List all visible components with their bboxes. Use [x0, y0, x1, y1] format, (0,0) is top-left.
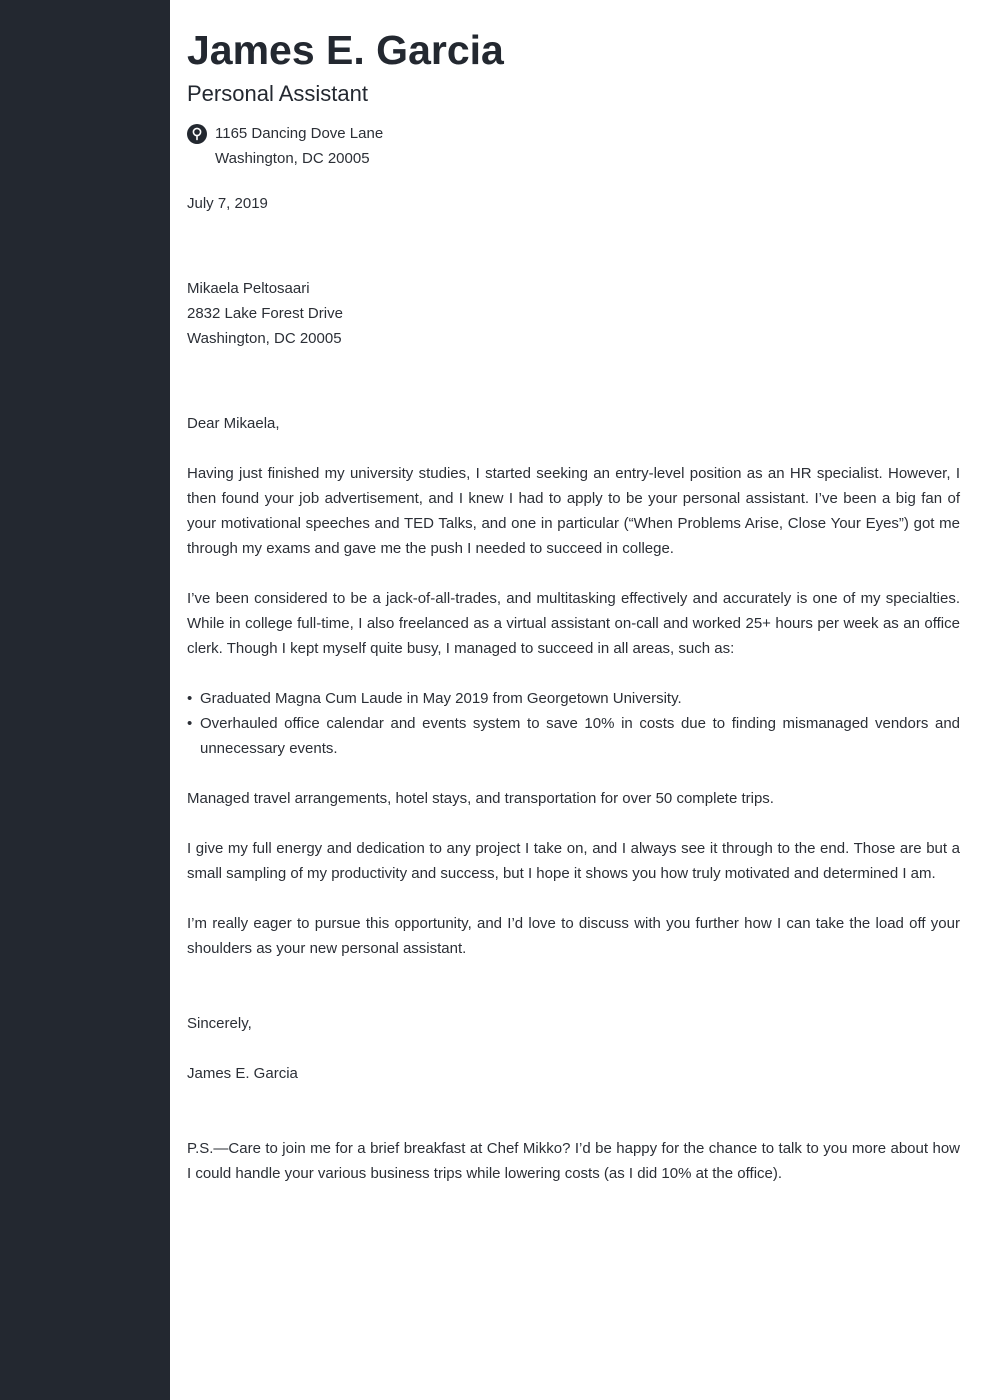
after-bullets-line: Managed travel arrangements, hotel stays, and transportation for over 50 complete trips.: [187, 790, 774, 807]
sender-address-line1: 1165 Dancing Dove Lane: [215, 125, 384, 142]
sender-address: [215, 121, 383, 171]
paragraph-4: I’m really eager to pursue this opportunity, and I’d love to discuss with you further how I can take the load off your shoulders as your new personal assistant.: [187, 915, 960, 957]
signature: James E. Garcia: [187, 1065, 298, 1082]
recipient-block: [187, 276, 960, 351]
recipient-city: Washington, DC 20005: [187, 330, 342, 347]
sender-address-line2: Washington, DC 20005: [215, 150, 370, 167]
paragraph-1: Having just finished my university studies, I started seeking an entry-level position as an HR specialist. However, I then found your job advertisement, and I knew I had to apply to be your personal assistant. I’ve been a big fan of your motivational speeches and TED Talks, and one in particular (“When Problems Arise, Close Your Eyes”) got me through my exams and gave me the push I needed to succeed in college.: [187, 465, 960, 557]
paragraph-3: I give my full energy and dedication to any project I take on, and I always see it through to the end. Those are but a small sampling of my productivity and success, but I hope it shows you how truly motivated and determined I am.: [187, 840, 960, 882]
postscript: P.S.—Care to join me for a brief breakfast at Chef Mikko? I’d be happy for the chance to talk to you more about how I could handle your various business trips while lowering costs (as I did 10% at the office).: [187, 1140, 960, 1182]
salutation: Dear Mikaela,: [187, 415, 280, 432]
sidebar-panel: [0, 0, 170, 1400]
achievements-list: [187, 686, 960, 761]
list-item: • Overhauled office calendar and events system to save 10% in costs due to finding mismanaged vendors and unnecessary events.: [187, 711, 960, 761]
recipient-street: 2832 Lake Forest Drive: [187, 305, 343, 322]
letter-date: July 7, 2019: [187, 195, 268, 212]
sender-title: Personal Assistant: [187, 81, 368, 106]
closing: Sincerely,: [187, 1015, 252, 1032]
recipient-name: Mikaela Peltosaari: [187, 280, 310, 297]
paragraph-2: I’ve been considered to be a jack-of-all-trades, and multitasking effectively and accurately is one of my specialties. While in college full-time, I also freelanced as a virtual assistant on-call and worked 25+ hours per week as an office clerk. Though I kept myself quite busy, I managed to succeed in all areas, such as:: [187, 590, 960, 657]
map-pin-icon: [187, 124, 207, 144]
list-item: • Graduated Magna Cum Laude in May 2019 from Georgetown University.: [187, 686, 960, 711]
sender-name: James E. Garcia: [187, 27, 504, 73]
